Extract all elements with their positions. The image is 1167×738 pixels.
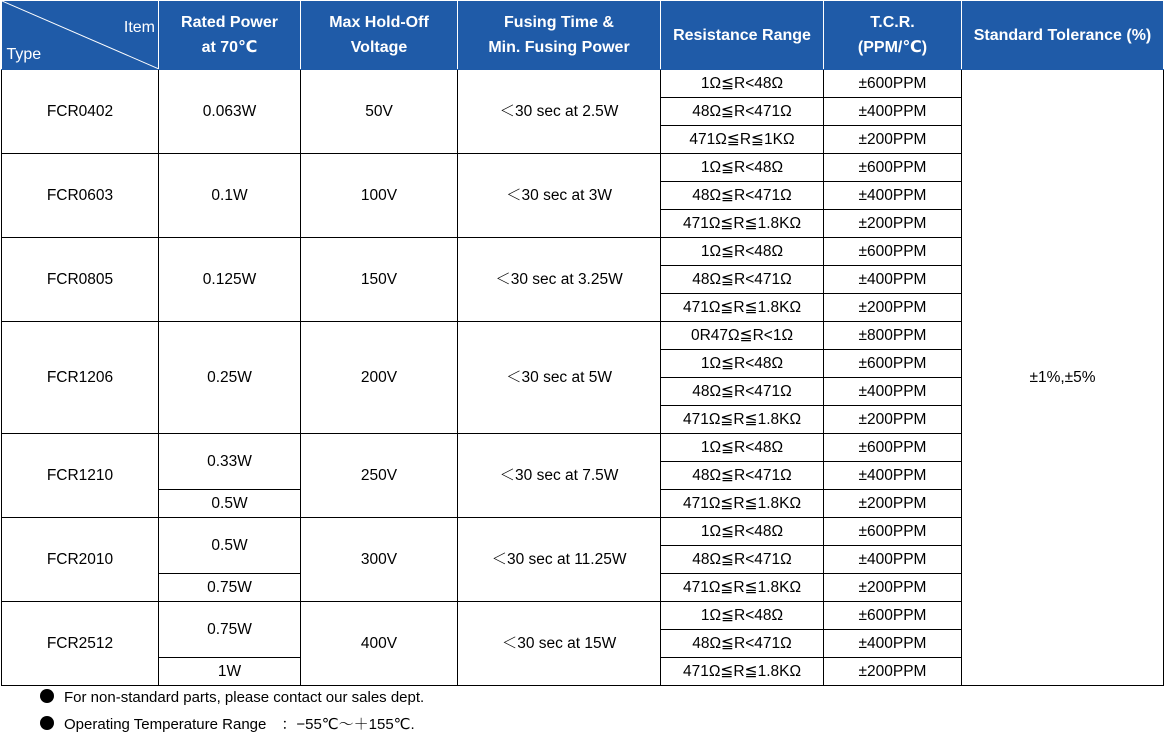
tolerance-cell: ±1%,±5% — [962, 70, 1164, 686]
fusing-cell: ＜30 sec at 3W — [458, 154, 661, 238]
rated-power-cell: 0.33W — [159, 434, 301, 490]
fusing-cell: ＜30 sec at 2.5W — [458, 70, 661, 154]
bullet-icon — [40, 716, 54, 730]
header-item-label: Item — [123, 19, 155, 36]
resistance-range-cell: 1Ω≦R<48Ω — [661, 518, 824, 546]
bullet-icon — [40, 689, 54, 703]
voltage-cell: 200V — [301, 322, 458, 434]
note-item: Operating Temperature Range ：−55℃～＋155℃. — [40, 711, 424, 738]
resistance-range-cell: 471Ω≦R≦1.8KΩ — [661, 294, 824, 322]
notes — [40, 684, 424, 738]
resistance-range-cell: 1Ω≦R<48Ω — [661, 70, 824, 98]
header-max-voltage: Max Hold-Off Voltage — [301, 1, 458, 70]
resistance-range-cell: 0R47Ω≦R<1Ω — [661, 322, 824, 350]
rated-power-cell: 0.125W — [159, 238, 301, 322]
header-row — [2, 1, 1164, 70]
rated-power-cell: 0.5W — [159, 518, 301, 574]
type-cell: FCR1210 — [2, 434, 159, 518]
voltage-cell: 150V — [301, 238, 458, 322]
tcr-cell: ±200PPM — [824, 294, 962, 322]
note-item: For non-standard parts, please contact our sales dept. — [40, 684, 424, 711]
resistance-range-cell: 1Ω≦R<48Ω — [661, 154, 824, 182]
voltage-cell: 100V — [301, 154, 458, 238]
tcr-cell: ±600PPM — [824, 602, 962, 630]
tcr-cell: ±400PPM — [824, 462, 962, 490]
resistance-range-cell: 48Ω≦R<471Ω — [661, 182, 824, 210]
resistance-range-cell: 471Ω≦R≦1KΩ — [661, 126, 824, 154]
tcr-cell: ±400PPM — [824, 266, 962, 294]
resistance-range-cell: 1Ω≦R<48Ω — [661, 350, 824, 378]
resistance-range-cell: 48Ω≦R<471Ω — [661, 266, 824, 294]
header-resistance: Resistance Range — [661, 1, 824, 70]
fusing-cell: ＜30 sec at 15W — [458, 602, 661, 686]
tcr-cell: ±600PPM — [824, 154, 962, 182]
voltage-cell: 300V — [301, 518, 458, 602]
tcr-cell: ±200PPM — [824, 574, 962, 602]
tcr-cell: ±200PPM — [824, 658, 962, 686]
resistance-range-cell: 48Ω≦R<471Ω — [661, 462, 824, 490]
tcr-cell: ±200PPM — [824, 406, 962, 434]
fusing-cell: ＜30 sec at 7.5W — [458, 434, 661, 518]
header-item-type — [2, 1, 159, 70]
resistance-range-cell: 471Ω≦R≦1.8KΩ — [661, 574, 824, 602]
spec-table — [1, 1, 1164, 686]
type-cell: FCR0805 — [2, 238, 159, 322]
fusing-cell: ＜30 sec at 11.25W — [458, 518, 661, 602]
rated-power-cell: 0.063W — [159, 70, 301, 154]
resistance-range-cell: 48Ω≦R<471Ω — [661, 546, 824, 574]
resistance-range-cell: 48Ω≦R<471Ω — [661, 98, 824, 126]
table-body — [2, 70, 1164, 686]
type-cell: FCR2010 — [2, 518, 159, 602]
tcr-cell: ±400PPM — [824, 630, 962, 658]
resistance-range-cell: 471Ω≦R≦1.8KΩ — [661, 406, 824, 434]
tcr-cell: ±200PPM — [824, 490, 962, 518]
tcr-cell: ±400PPM — [824, 378, 962, 406]
header-fusing: Fusing Time & Min. Fusing Power — [458, 1, 661, 70]
header-tcr: T.C.R. (PPM/℃) — [824, 1, 962, 70]
tcr-cell: ±600PPM — [824, 70, 962, 98]
resistance-range-cell: 471Ω≦R≦1.8KΩ — [661, 210, 824, 238]
tcr-cell: ±600PPM — [824, 518, 962, 546]
rated-power-cell: 1W — [159, 658, 301, 686]
tcr-cell: ±400PPM — [824, 182, 962, 210]
type-cell: FCR0603 — [2, 154, 159, 238]
rated-power-cell: 0.1W — [159, 154, 301, 238]
tcr-cell: ±600PPM — [824, 350, 962, 378]
tcr-cell: ±200PPM — [824, 126, 962, 154]
tcr-cell: ±600PPM — [824, 238, 962, 266]
table-row — [2, 70, 1164, 98]
fusing-cell: ＜30 sec at 3.25W — [458, 238, 661, 322]
rated-power-cell: 0.75W — [159, 574, 301, 602]
resistance-range-cell: 1Ω≦R<48Ω — [661, 238, 824, 266]
rated-power-cell: 0.5W — [159, 490, 301, 518]
tcr-cell: ±600PPM — [824, 434, 962, 462]
resistance-range-cell: 48Ω≦R<471Ω — [661, 378, 824, 406]
resistance-range-cell: 48Ω≦R<471Ω — [661, 630, 824, 658]
header-type-label: Type — [6, 46, 42, 63]
header-rated-power: Rated Power at 70℃ — [159, 1, 301, 70]
voltage-cell: 400V — [301, 602, 458, 686]
fusing-cell: ＜30 sec at 5W — [458, 322, 661, 434]
tcr-cell: ±200PPM — [824, 210, 962, 238]
resistance-range-cell: 1Ω≦R<48Ω — [661, 434, 824, 462]
tcr-cell: ±400PPM — [824, 546, 962, 574]
tcr-cell: ±800PPM — [824, 322, 962, 350]
resistance-range-cell: 471Ω≦R≦1.8KΩ — [661, 490, 824, 518]
tcr-cell: ±400PPM — [824, 98, 962, 126]
voltage-cell: 250V — [301, 434, 458, 518]
header-tolerance: Standard Tolerance (%) — [962, 1, 1164, 70]
type-cell: FCR2512 — [2, 602, 159, 686]
resistance-range-cell: 1Ω≦R<48Ω — [661, 602, 824, 630]
resistance-range-cell: 471Ω≦R≦1.8KΩ — [661, 658, 824, 686]
rated-power-cell: 0.75W — [159, 602, 301, 658]
rated-power-cell: 0.25W — [159, 322, 301, 434]
voltage-cell: 50V — [301, 70, 458, 154]
type-cell: FCR0402 — [2, 70, 159, 154]
type-cell: FCR1206 — [2, 322, 159, 434]
